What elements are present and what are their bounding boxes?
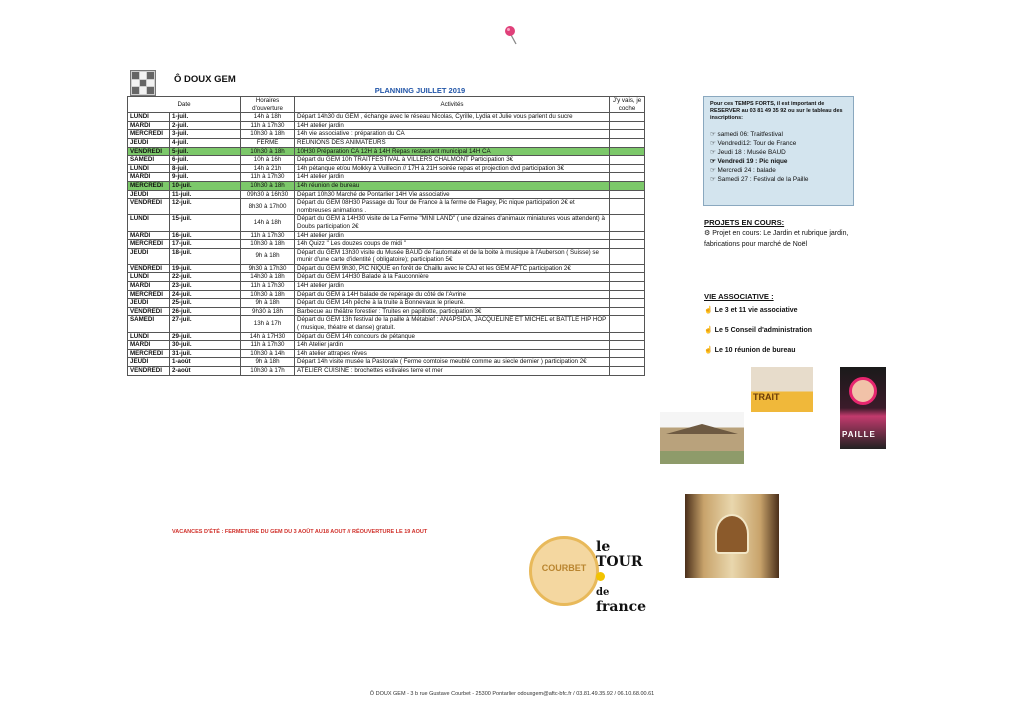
- date-cell: 3-juil.: [170, 130, 241, 139]
- date-cell: 30-juil.: [170, 341, 241, 350]
- activity-cell: Départ du GEM 10h TRAITFESTIVAL à VILLERS CHALMONT Participation 3€: [295, 156, 610, 165]
- farmhouse-photo: [660, 412, 744, 464]
- hours-cell: 9h à 18h: [241, 358, 295, 367]
- day-cell: MARDI: [128, 282, 170, 291]
- activity-cell: 14h pétanque et/ou Molkky à Vuillecin // 17H à 21H soirée repas et projection dvd participation 3€: [295, 164, 610, 173]
- hours-cell: 10h30 à 17h: [241, 367, 295, 376]
- hours-cell: 10h à 16h: [241, 156, 295, 165]
- date-cell: 29-juil.: [170, 332, 241, 341]
- activity-cell: Départ du GEM 14h pêche à la truite à Bonnevaux le prieuré.: [295, 299, 610, 308]
- organization-name: Ô DOUX GEM: [174, 74, 236, 85]
- table-row: [128, 121, 645, 130]
- checkbox-cell[interactable]: [610, 290, 645, 299]
- hand-icon: ☝: [704, 347, 715, 354]
- vie-associative-item: ☝ Le 5 Conseil d'administration: [704, 327, 813, 334]
- checkbox-cell[interactable]: [610, 215, 645, 231]
- hours-cell: 9h30 à 18h: [241, 307, 295, 316]
- hours-cell: 14h à 17H30: [241, 332, 295, 341]
- traitfestival-poster: TRAIT: [751, 367, 813, 449]
- day-cell: LUNDI: [128, 332, 170, 341]
- vie-associative-item: ☝ Le 3 et 11 vie associative: [704, 307, 798, 314]
- day-cell: MERCREDI: [128, 181, 170, 190]
- pointing-hand-icon: ☞: [710, 149, 718, 156]
- day-cell: JEUDI: [128, 299, 170, 308]
- pointing-hand-icon: ☞: [710, 131, 718, 138]
- temps-fort-item: [710, 130, 847, 139]
- checkbox-cell[interactable]: [610, 349, 645, 358]
- hours-cell: 9h30 à 17h30: [241, 264, 295, 273]
- hours-cell: 11h à 17h30: [241, 231, 295, 240]
- activity-cell: Départ du GEM 14h concours de pétanque: [295, 332, 610, 341]
- temps-forts-intro: Pour ces TEMPS FORTS, il est important de RESERVER au 03 81 49 35 92 ou sur le tableau des inscriptions:: [710, 101, 843, 121]
- projects-section: [704, 217, 854, 250]
- checkbox-cell[interactable]: [610, 199, 645, 215]
- temps-fort-text: samedi 06: Traitfestival: [717, 131, 783, 138]
- music-box-organ-photo: [685, 494, 779, 578]
- activity-cell: 14H atelier jardin: [295, 282, 610, 291]
- pointing-hand-icon: ☞: [710, 167, 718, 174]
- checkbox-cell[interactable]: [610, 341, 645, 350]
- day-cell: JEUDI: [128, 358, 170, 367]
- activity-cell: Départ du GEM 08H30 Passage du Tour de France à la ferme de Flagey, Pic nique participation 2€ et nombreuses animations .: [295, 199, 610, 215]
- checkbox-cell[interactable]: [610, 130, 645, 139]
- festival-paille-poster: PAILLE: [840, 367, 886, 449]
- checkbox-cell[interactable]: [610, 113, 645, 122]
- day-cell: SAMEDI: [128, 316, 170, 332]
- pointing-hand-icon: ☞: [710, 140, 718, 147]
- pointing-hand-icon: ☞: [710, 158, 718, 165]
- table-row: [128, 299, 645, 308]
- date-cell: 2-août: [170, 367, 241, 376]
- hours-cell: 14h30 à 18h: [241, 273, 295, 282]
- table-row: [128, 181, 645, 190]
- day-cell: VENDREDI: [128, 199, 170, 215]
- checkbox-cell[interactable]: [610, 147, 645, 156]
- checkbox-cell[interactable]: [610, 190, 645, 199]
- day-cell: MARDI: [128, 121, 170, 130]
- table-row: [128, 147, 645, 156]
- table-row: [128, 156, 645, 165]
- activity-cell: 10H30 Préparation CA 12H à 14H Repas restaurant municipal 14H CA: [295, 147, 610, 156]
- hours-cell: 10h30 à 18h: [241, 181, 295, 190]
- activity-cell: 14h Atelier jardin: [295, 341, 610, 350]
- checkbox-cell[interactable]: [610, 307, 645, 316]
- date-cell: 31-juil.: [170, 349, 241, 358]
- table-row: [128, 307, 645, 316]
- temps-fort-text: Vendredi 19 : Pic nique: [717, 158, 788, 165]
- date-cell: 6-juil.: [170, 156, 241, 165]
- courbet-stamp: COURBET: [529, 536, 599, 606]
- table-row: [128, 240, 645, 249]
- date-cell: 1-août: [170, 358, 241, 367]
- table-row: [128, 248, 645, 264]
- date-cell: 5-juil.: [170, 147, 241, 156]
- day-cell: MERCREDI: [128, 240, 170, 249]
- hours-cell: 14h à 18h: [241, 113, 295, 122]
- hours-cell: 11h à 17h30: [241, 121, 295, 130]
- planning-table: [127, 96, 645, 376]
- checkbox-cell[interactable]: [610, 121, 645, 130]
- temps-fort-text: Jeudi 18 : Musée BAUD: [717, 149, 786, 156]
- activity-cell: Départ du GEM à 14H30 visite de La Ferme "MINI LAND" ( une dizaines d'animaux miniatures vous attendent) à Doubs participation 2€: [295, 215, 610, 231]
- checkbox-cell[interactable]: [610, 332, 645, 341]
- checkbox-cell[interactable]: [610, 273, 645, 282]
- checkbox-cell[interactable]: [610, 231, 645, 240]
- activity-cell: 14h Quizz " Les douzes coups de midi ": [295, 240, 610, 249]
- hours-cell: 10h30 à 18h: [241, 240, 295, 249]
- activity-cell: Départ du GEM 9h30, PIC NIQUE en forêt de Chaillu avec le CAJ et les GEM AFTC participation 2€: [295, 264, 610, 273]
- activity-cell: 14h réunion de bureau: [295, 181, 610, 190]
- hours-cell: 13h à 17h: [241, 316, 295, 332]
- bullet-icon: ⚙: [704, 230, 713, 237]
- pointing-hand-icon: ☞: [710, 176, 718, 183]
- day-cell: SAMEDI: [128, 156, 170, 165]
- day-cell: JEUDI: [128, 248, 170, 264]
- checkbox-cell[interactable]: [610, 181, 645, 190]
- projects-heading: PROJETS EN COURS:: [704, 218, 785, 227]
- vie-associative-section: [704, 292, 864, 366]
- checkbox-cell[interactable]: [610, 164, 645, 173]
- table-header-row: [128, 97, 645, 113]
- date-cell: 15-juil.: [170, 215, 241, 231]
- table-row: [128, 332, 645, 341]
- date-cell: 18-juil.: [170, 248, 241, 264]
- date-cell: 10-juil.: [170, 181, 241, 190]
- activity-cell: Départ 10h30 Marché de Pontarlier 14H Vie associative: [295, 190, 610, 199]
- checkbox-cell[interactable]: [610, 282, 645, 291]
- date-cell: 19-juil.: [170, 264, 241, 273]
- temps-forts-box: [703, 96, 854, 206]
- checkbox-cell[interactable]: [610, 316, 645, 332]
- hand-icon: ☝: [704, 307, 715, 314]
- hours-cell: 8h30 à 17h00: [241, 199, 295, 215]
- table-row: [128, 130, 645, 139]
- hours-cell: 11h à 17h30: [241, 282, 295, 291]
- day-cell: LUNDI: [128, 273, 170, 282]
- table-row: [128, 231, 645, 240]
- table-row: [128, 173, 645, 182]
- table-row: [128, 190, 645, 199]
- checkbox-cell[interactable]: [610, 138, 645, 147]
- table-row: [128, 215, 645, 231]
- hours-cell: 11h à 17h30: [241, 341, 295, 350]
- activity-cell: 14H atelier jardin: [295, 173, 610, 182]
- date-cell: 27-juil.: [170, 316, 241, 332]
- date-cell: 4-juil.: [170, 138, 241, 147]
- activity-cell: Départ 14h visite musée la Pastorale ( Ferme comtoise meublé comme au siecle dernier ) participation 2€: [295, 358, 610, 367]
- day-cell: JEUDI: [128, 190, 170, 199]
- day-cell: VENDREDI: [128, 307, 170, 316]
- table-row: [128, 358, 645, 367]
- pushpin-icon: [502, 24, 522, 48]
- table-row: [128, 273, 645, 282]
- activity-cell: 14h vie associative : préparation du CA: [295, 130, 610, 139]
- date-cell: 17-juil.: [170, 240, 241, 249]
- activity-cell: Départ du GEM 14H30 Balade à la Fauconnière: [295, 273, 610, 282]
- table-row: [128, 164, 645, 173]
- activity-cell: 14H atelier jardin: [295, 231, 610, 240]
- temps-fort-text: Mercredi 24 : balade: [717, 167, 776, 174]
- footer-address: Ô DOUX GEM - 3 b rue Gustave Courbet - 25300 Pontarlier odouxgem@aftc-bfc.fr / 03.81.49.35.92 / 06.10.68.00.61: [369, 691, 655, 697]
- activity-cell: Départ 14h30 du GEM , échange avec le réseau Nicolas, Cyrille, Lydia et Julie vous parlent du sucre: [295, 113, 610, 122]
- date-cell: 9-juil.: [170, 173, 241, 182]
- activity-cell: 14h atelier attrapes rêves: [295, 349, 610, 358]
- header-hours: Horaires d'ouverture: [241, 97, 295, 113]
- table-row: [128, 264, 645, 273]
- day-cell: MARDI: [128, 231, 170, 240]
- activity-cell: 14H atelier jardin: [295, 121, 610, 130]
- planning-title: PLANNING JUILLET 2019: [374, 86, 466, 95]
- table-row: [128, 341, 645, 350]
- day-cell: MERCREDI: [128, 130, 170, 139]
- hours-cell: 14h à 18h: [241, 215, 295, 231]
- table-row: [128, 199, 645, 215]
- activity-cell: Barbecue au théâtre forestier : Truites en papillotte, participation 3€: [295, 307, 610, 316]
- day-cell: LUNDI: [128, 164, 170, 173]
- temps-fort-item: [710, 166, 847, 175]
- hours-cell: FERME: [241, 138, 295, 147]
- activity-cell: Départ du GEM 13h festival de la paille à Métabief : ANAPSIDA, JACQUELINE ET MICHEL et BATTLE HIP HOP ( musique, théatre et danse) gratuit.: [295, 316, 610, 332]
- hours-cell: 9h à 18h: [241, 299, 295, 308]
- temps-fort-text: Vendredi12: Tour de France: [717, 140, 797, 147]
- vie-associative-item: ☝ Le 10 réunion de bureau: [704, 347, 796, 354]
- hours-cell: 09h30 à 16h30: [241, 190, 295, 199]
- hours-cell: 14h à 21h: [241, 164, 295, 173]
- date-cell: 2-juil.: [170, 121, 241, 130]
- activity-cell: Départ du GEM 13h30 visite du Musée BAUD de l'automate et de la boite à musique à l'Auberson ( Suisse) se munir d'une carte d'identité ( obligatoire); participation 5€: [295, 248, 610, 264]
- hours-cell: 10h30 à 14h: [241, 349, 295, 358]
- hours-cell: 11h à 17h30: [241, 173, 295, 182]
- date-cell: 12-juil.: [170, 199, 241, 215]
- date-cell: 22-juil.: [170, 273, 241, 282]
- day-cell: MARDI: [128, 341, 170, 350]
- day-cell: MERCREDI: [128, 349, 170, 358]
- table-row: [128, 113, 645, 122]
- checkbox-cell[interactable]: [610, 173, 645, 182]
- vie-associative-heading: VIE ASSOCIATIVE :: [704, 292, 774, 301]
- checkbox-cell[interactable]: [610, 248, 645, 264]
- tour-de-france-logo: le TOUR de france: [596, 539, 647, 615]
- projects-text: Projet en cours: Le Jardin et rubrique jardin, fabrications pour marché de Noël: [704, 230, 849, 248]
- activity-cell: Départ du GEM à 14H balade de repérage du côté de l'Avrine: [295, 290, 610, 299]
- day-cell: MERCREDI: [128, 290, 170, 299]
- temps-fort-item: [710, 148, 847, 157]
- hours-cell: 10h30 à 18h: [241, 130, 295, 139]
- date-cell: 24-juil.: [170, 290, 241, 299]
- day-cell: VENDREDI: [128, 264, 170, 273]
- temps-fort-text: Samedi 27 : Festival de la Paille: [717, 176, 809, 183]
- checkbox-cell[interactable]: [610, 367, 645, 376]
- table-row: [128, 138, 645, 147]
- hours-cell: 10h30 à 18h: [241, 147, 295, 156]
- header-checkbox: J'y vais, je coche: [610, 97, 645, 113]
- temps-fort-item: [710, 157, 847, 166]
- date-cell: 23-juil.: [170, 282, 241, 291]
- day-cell: VENDREDI: [128, 367, 170, 376]
- vacation-notice: VACANCES D'ÉTÉ : FERMETURE DU GEM DU 3 AOÛT AU18 AOUT // RÉOUVERTURE LE 19 AOUT: [172, 529, 428, 535]
- hours-cell: 9h à 18h: [241, 248, 295, 264]
- date-cell: 8-juil.: [170, 164, 241, 173]
- day-cell: JEUDI: [128, 138, 170, 147]
- table-row: [128, 367, 645, 376]
- date-cell: 11-juil.: [170, 190, 241, 199]
- activity-cell: ATELIER CUISINE : brochettes estivales terre et mer: [295, 367, 610, 376]
- checkbox-cell[interactable]: [610, 358, 645, 367]
- day-cell: MARDI: [128, 173, 170, 182]
- checkbox-cell[interactable]: [610, 240, 645, 249]
- hours-cell: 10h30 à 18h: [241, 290, 295, 299]
- table-row: [128, 282, 645, 291]
- activity-cell: REUNIONS DES ANIMATEURS: [295, 138, 610, 147]
- header-activities: Activités: [295, 97, 610, 113]
- gem-logo: [130, 70, 156, 96]
- checkbox-cell[interactable]: [610, 264, 645, 273]
- temps-fort-item: [710, 139, 847, 148]
- date-cell: 26-juil.: [170, 307, 241, 316]
- hand-icon: ☝: [704, 327, 715, 334]
- checkbox-cell[interactable]: [610, 299, 645, 308]
- table-row: [128, 290, 645, 299]
- date-cell: 16-juil.: [170, 231, 241, 240]
- day-cell: VENDREDI: [128, 147, 170, 156]
- table-row: [128, 316, 645, 332]
- table-row: [128, 349, 645, 358]
- day-cell: LUNDI: [128, 113, 170, 122]
- checkbox-cell[interactable]: [610, 156, 645, 165]
- header-date: Date: [128, 97, 241, 113]
- temps-fort-item: [710, 175, 847, 184]
- date-cell: 25-juil.: [170, 299, 241, 308]
- day-cell: LUNDI: [128, 215, 170, 231]
- date-cell: 1-juil.: [170, 113, 241, 122]
